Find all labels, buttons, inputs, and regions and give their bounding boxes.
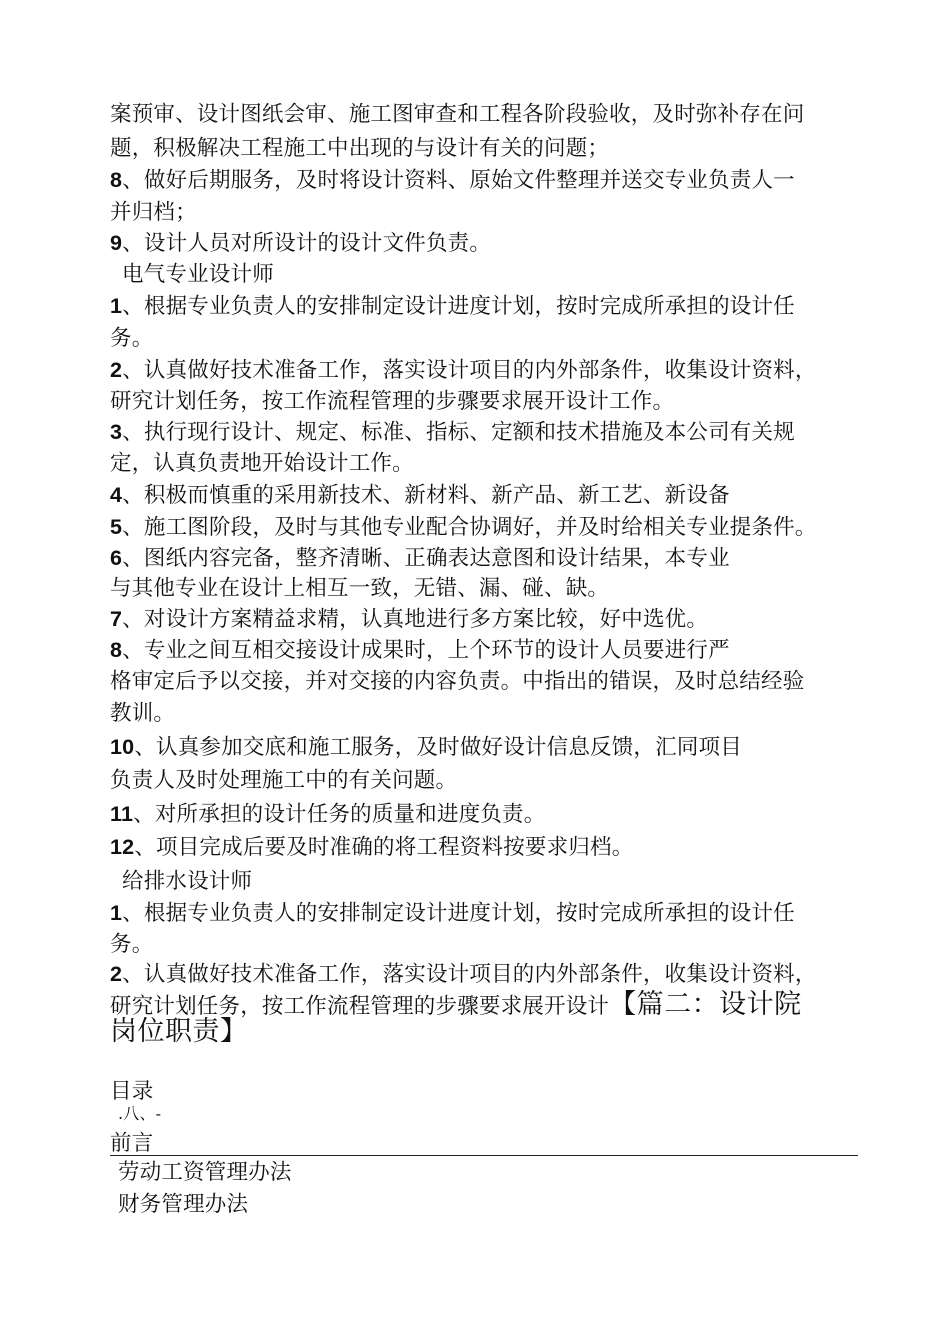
text-line: 定，认真负责地开始设计工作。 [110,451,414,476]
list-item-12: 12、项目完成后要及时准确的将工程资料按要求归档。 [110,835,634,860]
toc-title: 目录 [110,1079,154,1104]
text-line: 负责人及时处理施工中的有关问题。 [110,768,458,793]
part-two-title: 【篇二：设计院 [609,989,802,1020]
text-line: 案预审、设计图纸会审、施工图审查和工程各阶段验收，及时弥补存在问 [110,102,805,127]
text-line: 并归档； [110,200,197,225]
list-item-6: 6、图纸内容完备，整齐清晰、正确表达意图和设计结果，本专业 [110,546,730,571]
text-line: 务。 [110,932,154,957]
list-item-9: 9、设计人员对所设计的设计文件负责。 [110,231,492,256]
text-line: 研究计划任务，按工作流程管理的步骤要求展开设计【篇二：设计院 [110,989,802,1020]
text-line: 教训。 [110,701,176,726]
list-item-2: 2、认真做好技术准备工作，落实设计项目的内外部条件，收集设计资料， [110,358,817,383]
list-item-8: 8、做好后期服务，及时将设计资料、原始文件整理并送交专业负责人一 [110,168,795,193]
list-item-8: 8、专业之间互相交接设计成果时，上个环节的设计人员要进行严 [110,638,730,663]
list-item-3: 3、执行现行设计、规定、标准、指标、定额和技术措施及本公司有关规 [110,420,795,445]
part-two-title-cont: 岗位职责】 [110,1016,248,1047]
text-line: 研究计划任务，按工作流程管理的步骤要求展开设计工作。 [110,389,675,414]
text-line: 与其他专业在设计上相互一致，无错、漏、碰、缺。 [110,576,610,601]
text-line: 题，积极解决工程施工中出现的与设计有关的问题； [110,136,610,161]
toc-item: 财务管理办法 [118,1192,249,1217]
text-line: 务。 [110,326,154,351]
toc-item: 劳动工资管理办法 [118,1160,292,1185]
list-item-1: 1、根据专业负责人的安排制定设计进度计划，按时完成所承担的设计任 [110,294,795,319]
section-heading-electrical: 电气专业设计师 [122,262,274,287]
divider [110,1155,858,1156]
toc-mark: .八、- [118,1104,162,1123]
list-item-10: 10、认真参加交底和施工服务，及时做好设计信息反馈，汇同项目 [110,735,742,760]
section-heading-plumbing: 给排水设计师 [122,869,253,894]
list-item-5: 5、施工图阶段，及时与其他专业配合协调好，并及时给相关专业提条件。 [110,515,817,540]
list-item-4: 4、积极而慎重的采用新技术、新材料、新产品、新工艺、新设备 [110,483,730,508]
list-item-11: 11、对所承担的设计任务的质量和进度负责。 [110,802,546,827]
list-item-7: 7、对设计方案精益求精，认真地进行多方案比较，好中选优。 [110,607,709,632]
list-item-2: 2、认真做好技术准备工作，落实设计项目的内外部条件，收集设计资料， [110,962,817,987]
list-item-1: 1、根据专业负责人的安排制定设计进度计划，按时完成所承担的设计任 [110,901,795,926]
toc-preface: 前言 [110,1131,154,1156]
text-line: 格审定后予以交接，并对交接的内容负责。中指出的错误，及时总结经验 [110,669,805,694]
